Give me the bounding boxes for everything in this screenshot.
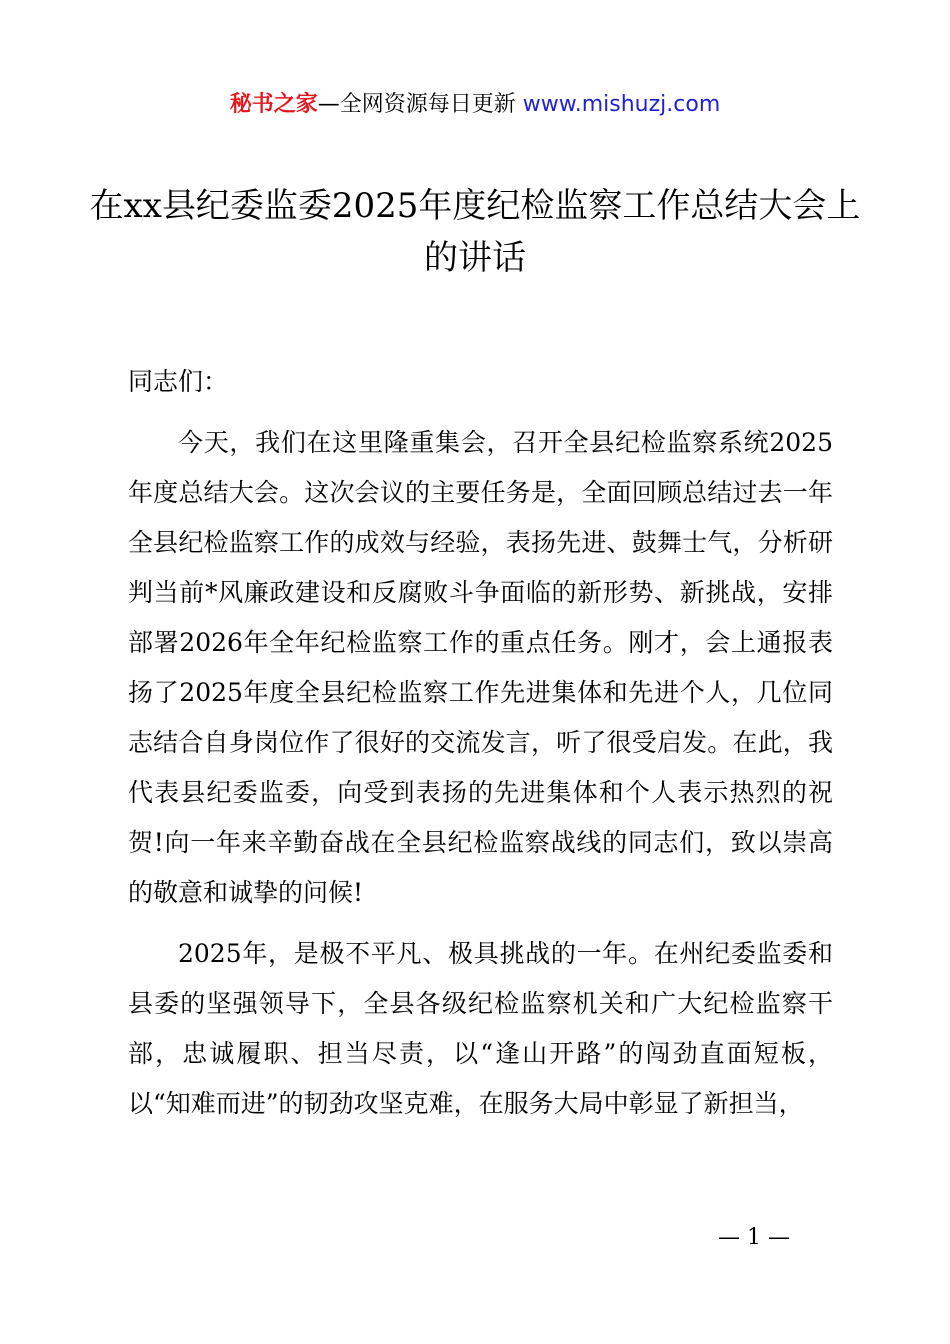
site-banner (0, 89, 950, 121)
brand-slogan: —全网资源每日更新 (317, 92, 523, 117)
page-number: — 1 — (718, 1225, 790, 1250)
brand-name: 秘书之家 (229, 92, 318, 117)
website-link[interactable]: www.mishuzj.com (522, 92, 721, 117)
salutation: 同志们： (128, 367, 229, 396)
paragraph-1: 今天，我们在这里隆重集会，召开全县纪检监察系统2025年度总结大会。这次会议的主要任务是，全面回顾总结过去一年全县纪检监察工作的成效与经验，表扬先进、鼓舞士气，分析研判当前*风廉政建设和反腐败斗争面临的新形势、新挑战，安排部署2026年全年纪检监察工作的重点任务。刚才，会上通报表扬了2025年度全县纪检监察工作先进集体和先进个人，几位同志结合自身岗位作了很好的交流发言，听了很受启发。在此，我代表县纪委监委，向受到表扬的先进集体和个人表示热烈的祝贺!向一年来辛勤奋战在全县纪检监察战线的同志们，致以崇高的敬意和诚挚的问候! (128, 428, 833, 907)
paragraph-2: 2025年，是极不平凡、极具挑战的一年。在州纪委监委和县委的坚强领导下，全县各级纪检监察机关和广大纪检监察干部，忠诚履职、担当尽责，以“逢山开路”的闯劲直面短板，以“知难而进”的韧劲攻坚克难，在服务大局中彰显了新担当， (128, 939, 833, 1118)
document-title: 在xx县纪委监委2025年度纪检监察工作总结大会上的讲话 (89, 186, 861, 278)
